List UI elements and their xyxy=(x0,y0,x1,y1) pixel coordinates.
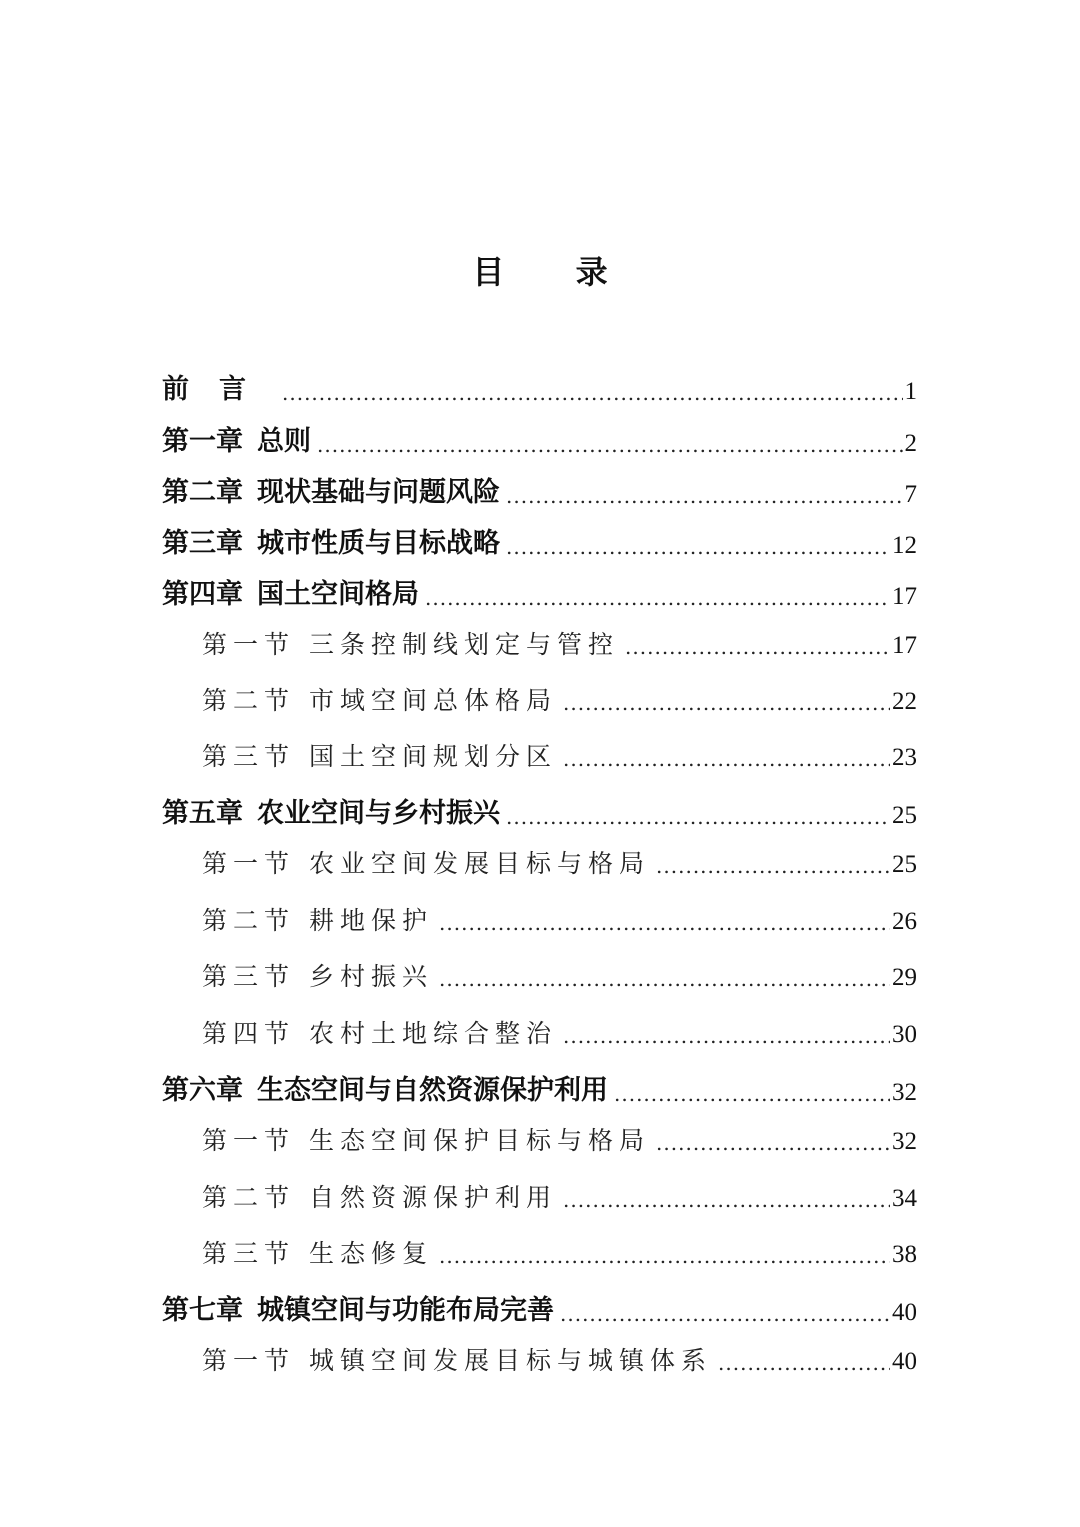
leader-dots xyxy=(563,744,890,774)
leader-dots xyxy=(560,1299,890,1329)
section-title: 三条控制线划定与管控 xyxy=(309,630,620,659)
leader-dots xyxy=(656,1128,890,1158)
toc-page-number: 2 xyxy=(904,430,917,457)
toc-page-number: 30 xyxy=(892,1021,917,1048)
page-title: 目 录 xyxy=(472,253,638,291)
section-title: 生态修复 xyxy=(309,1239,434,1268)
section-title: 生态空间保护目标与格局 xyxy=(309,1126,651,1155)
toc-entry-label xyxy=(202,904,433,938)
toc-entry-label xyxy=(202,960,433,994)
toc-entry-label xyxy=(202,628,619,662)
chapter-title: 农业空间与乡村振兴 xyxy=(257,798,500,829)
toc-page-number: 23 xyxy=(892,744,917,771)
toc-page-number: 25 xyxy=(892,851,917,878)
chapter-title: 城镇空间与功能布局完善 xyxy=(257,1295,554,1326)
section-number: 第三节 xyxy=(202,1239,296,1268)
section-title: 农村土地综合整治 xyxy=(309,1019,558,1048)
leader-dots xyxy=(506,532,890,562)
toc-entry-section[interactable] xyxy=(202,1338,917,1378)
leader-dots xyxy=(563,1185,890,1215)
chapter-number: 第六章 xyxy=(162,1075,243,1106)
toc-entry-chapter[interactable] xyxy=(162,420,917,460)
toc-page-number: 17 xyxy=(892,583,917,610)
toc-entry-label xyxy=(202,740,557,774)
toc-entry-section[interactable] xyxy=(202,678,917,718)
section-number: 第一节 xyxy=(202,849,296,878)
leader-dots xyxy=(282,378,903,408)
chapter-title: 国土空间格局 xyxy=(257,579,419,610)
toc-page-number: 34 xyxy=(892,1185,917,1212)
toc-entry-label: 前言 xyxy=(162,374,276,405)
chapter-title: 总则 xyxy=(257,426,311,457)
leader-dots xyxy=(718,1348,890,1378)
leader-dots xyxy=(563,1021,890,1051)
section-number: 第四节 xyxy=(202,1019,296,1048)
toc-entry-chapter[interactable] xyxy=(162,792,917,832)
section-title: 自然资源保护利用 xyxy=(309,1183,558,1212)
chapter-number: 第一章 xyxy=(162,426,243,457)
chapter-title: 生态空间与自然资源保护利用 xyxy=(257,1075,608,1106)
toc-entry-label xyxy=(202,1017,557,1051)
toc-entry-label xyxy=(162,526,500,562)
toc-entry-label xyxy=(202,1344,712,1378)
toc-page-number: 38 xyxy=(892,1241,917,1268)
toc-entry-chapter[interactable] xyxy=(162,522,917,562)
leader-dots xyxy=(563,688,890,718)
chapter-number: 第三章 xyxy=(162,528,243,559)
toc-entry-section[interactable] xyxy=(202,1118,917,1158)
toc-page-number: 12 xyxy=(892,532,917,559)
toc-entry-chapter[interactable] xyxy=(162,1289,917,1329)
toc-entry-section[interactable] xyxy=(202,1231,917,1271)
toc-entry-label xyxy=(162,577,419,613)
chapter-number: 第四章 xyxy=(162,579,243,610)
toc-page-number: 22 xyxy=(892,688,917,715)
toc-page-number: 29 xyxy=(892,964,917,991)
chapter-title: 城市性质与目标战略 xyxy=(257,528,500,559)
toc-page-number: 26 xyxy=(892,908,917,935)
toc-entry-section[interactable] xyxy=(202,898,917,938)
chapter-number: 第五章 xyxy=(162,798,243,829)
chapter-number: 第二章 xyxy=(162,477,243,508)
section-title: 乡村振兴 xyxy=(309,962,434,991)
toc-entry-label xyxy=(202,1237,433,1271)
leader-dots xyxy=(506,481,903,511)
section-title: 农业空间发展目标与格局 xyxy=(309,849,651,878)
leader-dots xyxy=(439,964,890,994)
leader-dots xyxy=(656,851,890,881)
section-title: 国土空间规划分区 xyxy=(309,742,558,771)
leader-dots xyxy=(439,1241,890,1271)
section-title: 耕地保护 xyxy=(309,906,434,935)
toc-entry-section[interactable] xyxy=(202,1175,917,1215)
section-number: 第二节 xyxy=(202,1183,296,1212)
section-title: 城镇空间发展目标与城镇体系 xyxy=(309,1346,713,1375)
toc-entry-section[interactable] xyxy=(202,1011,917,1051)
toc-page-number: 1 xyxy=(904,378,917,405)
section-title: 市域空间总体格局 xyxy=(309,686,558,715)
toc-entry-section[interactable] xyxy=(202,622,917,662)
section-number: 第一节 xyxy=(202,630,296,659)
chapter-number: 第七章 xyxy=(162,1295,243,1326)
toc-entry-section[interactable] xyxy=(202,841,917,881)
leader-dots xyxy=(317,430,903,460)
toc-entry-chapter[interactable] xyxy=(162,573,917,613)
leader-dots xyxy=(625,632,890,662)
toc-entry-label xyxy=(162,1293,554,1329)
leader-dots xyxy=(614,1079,890,1109)
toc-entry-section[interactable] xyxy=(202,734,917,774)
section-number: 第一节 xyxy=(202,1126,296,1155)
section-number: 第三节 xyxy=(202,962,296,991)
toc-page-number: 32 xyxy=(892,1079,917,1106)
toc-entry-label xyxy=(202,684,557,718)
toc-entry-label xyxy=(202,1124,650,1158)
toc-entry-preface[interactable] xyxy=(162,368,917,408)
toc-entry-chapter[interactable] xyxy=(162,1069,917,1109)
toc-page-number: 32 xyxy=(892,1128,917,1155)
section-number: 第二节 xyxy=(202,686,296,715)
section-number: 第二节 xyxy=(202,906,296,935)
toc-entry-label xyxy=(162,424,311,460)
toc-page-number: 17 xyxy=(892,632,917,659)
leader-dots xyxy=(425,583,890,613)
toc-entry-label xyxy=(162,1073,608,1109)
chapter-title: 现状基础与问题风险 xyxy=(257,477,500,508)
toc-page-number: 25 xyxy=(892,802,917,829)
toc-entry-section[interactable] xyxy=(202,954,917,994)
section-number: 第一节 xyxy=(202,1346,296,1375)
toc-page-number: 7 xyxy=(904,481,917,508)
leader-dots xyxy=(439,908,890,938)
toc-page-number: 40 xyxy=(892,1348,917,1375)
toc-page-number: 40 xyxy=(892,1299,917,1326)
toc-entry-label xyxy=(202,847,650,881)
toc-entry-label xyxy=(162,796,500,832)
section-number: 第三节 xyxy=(202,742,296,771)
toc-entry-chapter[interactable] xyxy=(162,471,917,511)
leader-dots xyxy=(506,802,890,832)
toc-entry-label xyxy=(202,1181,557,1215)
toc-entry-label xyxy=(162,475,500,511)
